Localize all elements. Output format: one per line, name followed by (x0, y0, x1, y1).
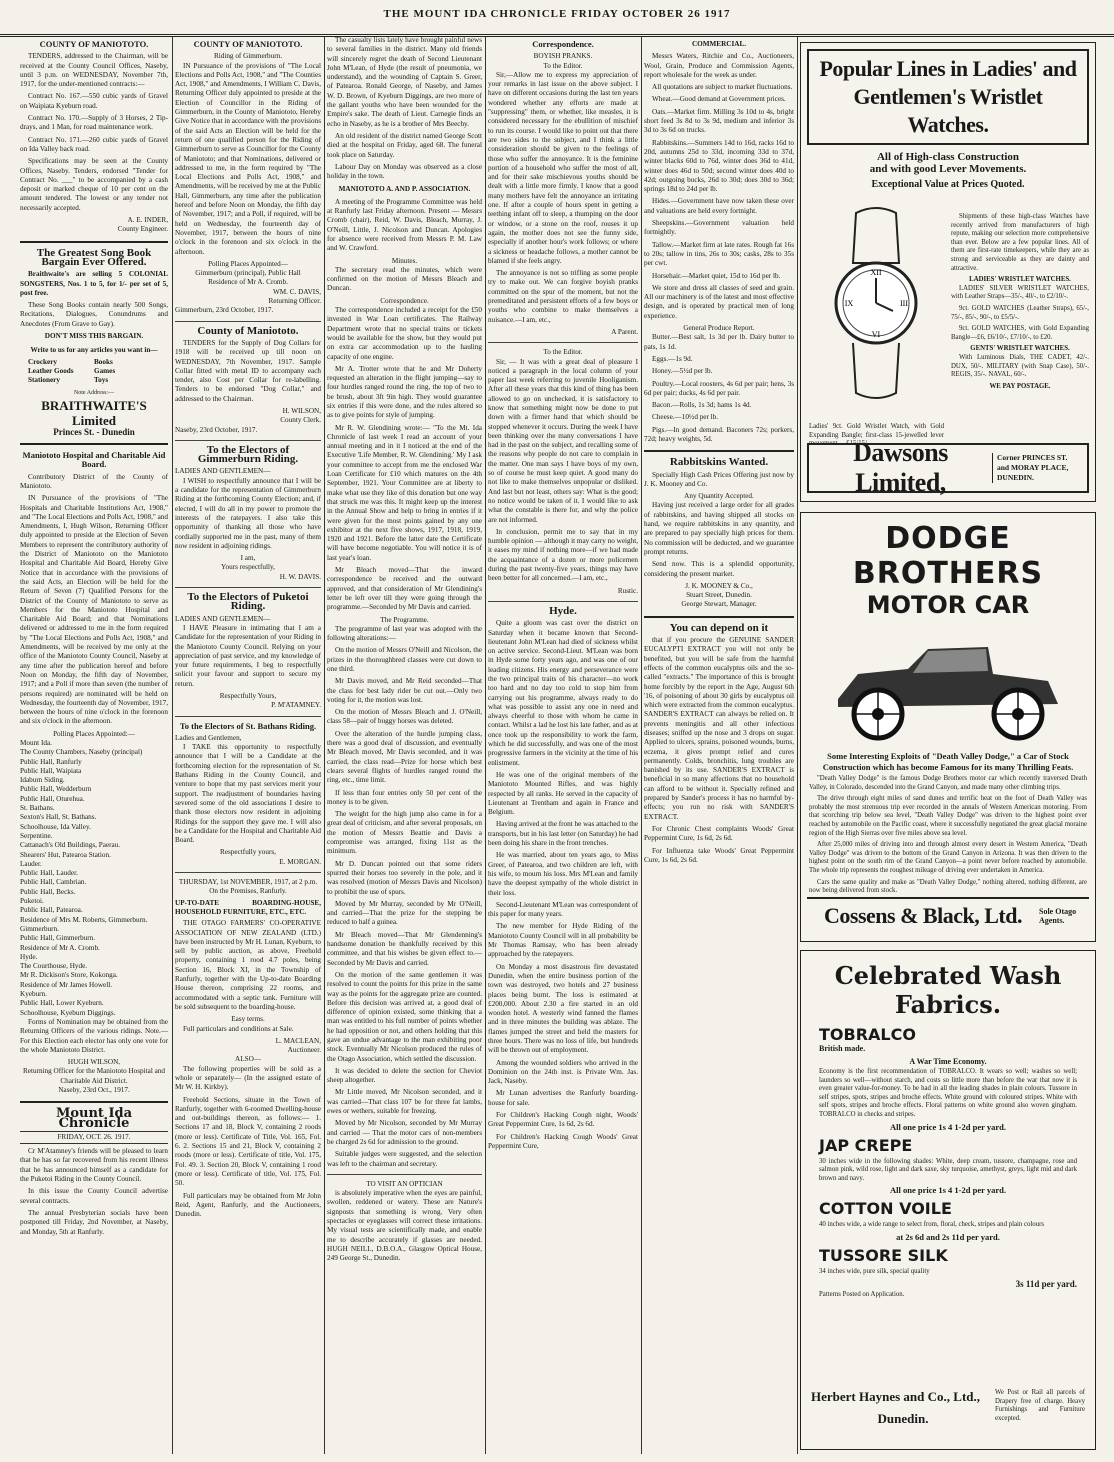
polling-place: Public Hall, Becks. (20, 887, 76, 896)
article-para: On the motion of Messrs O'Neill and Nicolson, the prizes in the thoroughbred classes were cut down to one third. (327, 646, 482, 673)
polling-place: Residence of Mrs M. Roberts, Gimmerburn. (20, 915, 148, 924)
ad-line: 9ct. GOLD WATCHES (Leather Straps), 65/-, 75/-, 85/-, 90/-, to £5/5/-. (951, 304, 1089, 321)
market-para: Bacon.—Rolls, 1s 3d; hams 1s 4d. (652, 401, 752, 410)
notice-heading: To the Electors of St. Bathans Riding. (179, 720, 317, 731)
ad-address: DUNEDIN. (997, 473, 1034, 482)
article-para: Moved by Mr Nicolson, seconded by Mr Murray and carried — That the motor cars of non-members be charged 2s 6d for admission to the ground. (327, 1119, 482, 1146)
market-para: Cheese.—10½d per lb. (652, 413, 719, 422)
polling-place: The County Chambers, Naseby (principal) (20, 748, 143, 757)
polling-place: Puketoi. (20, 897, 44, 906)
ad-subtitle: and with good Lever Movements. (869, 163, 1027, 175)
article-para: Moved by Mr Murray, seconded by Mr O'Neill, and carried—That the prize for the stepping be reduced to half a guinea. (327, 899, 482, 927)
watch-advertisement (800, 42, 1096, 502)
article-para: It was decided to delete the section for Cheviot sheep altogether. (327, 1066, 482, 1085)
wristwatch-icon (811, 203, 941, 423)
ad-headline: Some Interesting Exploits of "Death Valley Dodge," a Car of Stock Construction which has become Famous for its many Thrilling Feats. (822, 751, 1074, 772)
notice-body: TENDERS for the Supply of Dog Collars for 1918 will be received up till noon on WEDNESDAY, 7th November, 1917. Sample Collar fitted with metal ID to accompany each tender, also Cost per Collar for re-labelling. Tenders to be endorsed "Dog Collar," and addressed to the Chairman. (175, 338, 321, 403)
news-para: For Children's Hacking Cough night, Woods' Great Peppermint Cure, 1s 6d, 2s 6d. (488, 1111, 638, 1129)
signature: Stuart Street, Dunedin. (686, 591, 752, 600)
market-para: Wheat.—Good demand at Government prices. (652, 95, 786, 104)
signature-title: Returning Officer for the Maniototo Hospital and Charitable Aid District. (23, 1067, 165, 1085)
article-para: Mr Bleach moved—That the inward correspondence be received and the outward approved, and that consideration of Mr Glendining's letter be left over till they were going through the programme.—Seconded by Mr Davis and carried. (327, 566, 482, 612)
ad-body: Braithwaite's are selling 5 COLONIAL SONGSTERS, Nos. 1 to 5, for 1/- per set of 5, post free. (20, 270, 168, 297)
polling-place: Public Hall, Lauder. (20, 869, 78, 878)
news-item: Labour Day on Monday was observed as a close holiday in the town. (327, 162, 482, 181)
notice-notes: Specifications may be seen at the County Offices, Naseby. Tenders, endorsed "Tender for Contract No. ___" to be accompanied by a cash deposit or marked cheque of 10 per cent on the amount tendered. The lowest or any tender not necessarily accepted. (20, 157, 168, 212)
fabric-price: All one price 1s 4 1-2d per yard. (889, 1185, 1006, 1196)
ad-body: Shipments of these high-class Watches have recently arrived from manufacturers of high repute, making our selection more comprehensive than ever. Below are a few popular lines. All of them are first-rate timekeepers, while they are as strong and serviceable as they are dainty and attractive. (951, 213, 1089, 272)
masthead (0, 0, 1114, 37)
ad-heading: Rabbitskins Wanted. (669, 456, 769, 469)
article-para: Mr Davis moved, and Mr Reid seconded—That the class for best lady rider be cut out.—Only two voting for it, the motion was lost. (327, 677, 482, 704)
news-para: He was married, about ten years ago, to Miss Greer, of Patearoa, and two children are left, with his wife, to mourn his loss. Mrs M'Lean and family have the deepest sympathy of the whole district in their loss. (488, 851, 638, 897)
signature: Yours respectfully, (221, 563, 275, 572)
news-para: For Children's Hacking Cough Woods' Great Peppermint Cure, (488, 1132, 638, 1150)
polling-place: Gimmerburn. (20, 924, 59, 933)
article-para: If less than four entries only 50 per cent of the money is to be given. (327, 788, 482, 806)
article-para: Mr R. W. Glendining wrote:— "To the Mt. Ida Chronicle of last week I read an account of your annual meeting and in it I noticed at the end of the Executive 'Life Member, R. W. Glendining.' My I ask your committee to accept from me the enclosed War Loan Certificate for £10 which matures on the 4th September, 1921. Your Committee are at liberty to make what use they like of this donation but one way that struck me was this. It might keep up the interest in the Annual Show and help to bring in entries if it were given for the most points gained by any one exhibitor at the next five shows, 1917, 1918, 1919, 1920 and 1921. Before the latter date the Certificate will have become negotiable. You will notice it is of last year's loan. (327, 423, 482, 562)
notice-greeting: LADIES AND GENTLEMEN— (175, 467, 271, 476)
ad-title: Celebrated Wash Fabrics. (834, 961, 1062, 1019)
polling-place: Sexton's Hall, St. Bathans. (20, 813, 97, 822)
fabric-note: Patterns Posted on Application. (819, 1290, 905, 1298)
notice-body: TENDERS, addressed to the Chairman, will be received at the County Council Offices, Naseby, until 3 p.m. on WEDNESDAY, November 7th, 1917, for the under-mentioned contracts:— (20, 52, 168, 89)
fabric-name: COTTON VOILE (819, 1199, 952, 1219)
ad-para: For Chronic Chest complaints Woods' Great Peppermint Cure, 1s 6d, 2s 6d. (644, 824, 794, 843)
ad-item: Toys (94, 376, 109, 385)
ad-body: Cars the same quality and make as "Death Valley Dodge," nothing altered, nothing different, are now being delivered from stock. (809, 878, 1087, 895)
contract-item: Contract No. 171.—260 cubic yards of Gravel on Ida Valley back road. (20, 135, 168, 153)
article-heading: MANIOTOTO A. AND P. ASSOCIATION. (338, 185, 471, 194)
signature-title: Returning Officer. (268, 297, 321, 306)
column-rule (485, 36, 486, 1454)
signature-title: County Clerk. (280, 416, 321, 425)
polling-place: Public Hall, Oturehua. (20, 794, 85, 803)
ad-address: and MORAY PLACE, (997, 463, 1069, 472)
polling-place: Cattanach's Old Buildings, Paerau. (20, 841, 121, 850)
ad-item: Crockery (28, 357, 58, 366)
fabric-name: TUSSORE SILK (819, 1245, 948, 1265)
ad-brand-sub: MOTOR CAR (866, 591, 1030, 619)
signature: HUGH WILSON, (67, 1058, 121, 1067)
article-subhead: Correspondence. (380, 296, 429, 305)
svg-text:VI: VI (871, 330, 881, 339)
signature-title: County Engineer. (117, 225, 168, 234)
ad-address: Princes St. - Dunedin (53, 426, 135, 437)
market-para: Eggs.—1s 9d. (652, 354, 693, 363)
notice-body: I HAVE Pleasure in intimating that I am a Candidate for the representation of your Riding in the Maniototo County Council. Relying on your appreciation of past service, and my knowledge of your future requirements, I beg to respectfully solicit your favour and support to secure my return. (175, 623, 321, 688)
signature: H. W. DAVIS. (279, 572, 321, 581)
ad-body: "Death Valley Dodge" is the famous Dodge Brothers motor car which recently traversed Death Valley, in Colorado, descended into the Grand Canyon, and made many other climbing trips. (809, 775, 1087, 791)
polling-place: Kyeburn. (20, 990, 47, 999)
ad-heading: TO VISIT AN OPTICIAN (366, 1179, 443, 1188)
also-list: Freehold Sections, situate in the Town of Ranfurly, together with 6-roomed Dwelling-house and out-buildings thereon, as follows:— 1. Sections 17 and 18, Block V, containing 2 roods (more or less). Certificate of Title, Vol. 165, Fol. 6. 2. Sections 15 and 21, Block V, containing 2 roods (more or less). Certificate of title, Vol. 175, Fol. 49. 3. Section 20, Block V, containing 1 rood (more or less). Certificate of title, Vol. 175, Fol. 50. (175, 1095, 321, 1188)
ad-para: For Influenza take Woods' Great Peppermint Cure, 1s 6d, 2s 6d. (644, 846, 794, 864)
market-para: Hides.—Government have now taken these over and valuations are held every fortnight. (644, 197, 794, 215)
fabric-price: at 2s 6d and 2s 11d per yard. (896, 1231, 1000, 1242)
notice-forms: Forms of Nomination may be obtained from the Returning Officers of the various ridings. Note.—For this Election each elector has only one vote for the whole Maniototo District. (20, 1017, 168, 1054)
signature: I am, (240, 554, 256, 563)
news-para: On Monday a most disastrous fire devastated Dunedin, when the entire business portion of the town was destroyed, two hotels and 27 business places being burnt. The loss is estimated at £200,000. About 2.30 a fire started in an old wooden hotel. A westerly wind fanned the flames and in three minutes the building was ablaze. The flames jumped the street and held the masters for three hours. There was no loss of life, but hundreds will be thrown out of employment. (488, 962, 638, 1055)
letter-para: In conclusion, permit me to say that in my humble opinion — although it may carry no weight, it eases my mind if nothing more—if we had made the acquaintance of a dozen or more policemen during the past twenty-five years, things may have been better for all concerned.—I am, etc., (488, 527, 638, 583)
ad-body-block (951, 213, 1089, 391)
notice-heading: Maniototo Hospital and Charitable Aid Board. (22, 450, 166, 470)
signature: P. M'ATAMNEY. (271, 701, 321, 710)
market-para: Rabbitskins.—Summers 14d to 16d, racks 16d to 20d, autumns 25d to 33d, incoming 33d to 37d, winter blacks 60d to 76d, winter does 36d to 41d, winter does 46d to 50d; second winter does 40d to 42d; outgoing bucks, 26d to 30d; does 30d to 36d; springs 18d to 24d per lb. (644, 138, 794, 194)
signature-title: Auctioneer. (287, 1046, 321, 1055)
signature-date: Naseby, 23rd October, 1917. (175, 425, 258, 434)
news-item: The annual Presbyterian socials have been postponed till Friday, 2nd November, at Naseby, and Monday, 5th at Ranfurly. (20, 1208, 168, 1236)
ad-line: LADIES' SILVER WRISTLET WATCHES, with Leather Straps—35/-, 40/-, to £2/10/-. (951, 284, 1089, 301)
news-para: Mr Lunan advertises the Ranfurly boarding-house for sale. (488, 1089, 638, 1107)
notice-heading: COUNTY OF MANIOTOTO. (39, 39, 149, 49)
letter-heading: BOYISH PRANKS. (533, 52, 593, 61)
notice-body: IN Pursuance of the provisions of "The Local Elections and Polls Act, 1908," and "The Counties Act, 1908," and Amendments, I William C. Davis, Returning Officer duly appointed to preside at the Election of Councillor in the Riding of Gimmerburn, in the County of Maniototo, Hereby Give Notice that in accordance with the provisions of the said Acts an Election will be held for the return of one qualified person for the Riding of Gimmerburn to serve as Councillor for the County of Maniototo; and that Nominations, delivered or addressed to me, in the form required by "The Local Elections and Polls Act, 1908," and Amendments, will be received by me at the Public Hall, Gimmerburn, any time after the publication hereof and before Noon on Monday, the fifth day of November, 1917; and a Poll, if required, will be held on Wednesday, the fourteenth day of November, 1917, between the hours of nine o'clock in the forenoon and six o'clock in the afternoon. (175, 61, 321, 256)
column-1 (20, 36, 168, 1456)
market-para: Messrs Waters, Ritchie and Co., Auctioneers, Wool, Grain, Produce and Commission Agents, report wholesale for the week as under. (644, 52, 794, 79)
ad-para: Having just received a large order for all grades of rabbitskins, and having shipped all stocks on hand, we require rabbitskins in any quantity, and are prepared to pay specially high prices for them. No commission will be deducted, and we guarantee prompt returns. (644, 501, 794, 556)
letter-signature: Rustic. (617, 586, 638, 595)
contract-item: Contract No. 170.—Supply of 3 Horses, 2 Tip-drays, and 1 Man, for road maintenance work. (20, 114, 168, 132)
ad-note: Note Address:— (73, 389, 115, 396)
ad-brand: BRAITHWAITE'S Limited (41, 397, 147, 428)
polling-place: Hyde. (20, 952, 38, 961)
fabric-price: 3s 11d per yard. (1015, 1278, 1077, 1289)
column-4 (488, 36, 638, 1456)
article-subhead: Minutes. (391, 256, 418, 265)
ad-title: Gentlemen's Wristlet Watches. (853, 84, 1043, 137)
sale-place: On the Premises, Ranfurly. (209, 887, 287, 896)
ad-brand: Herbert Haynes and Co., Ltd., (811, 1389, 980, 1404)
notice-greeting: Ladies and Gentlemen, (175, 733, 242, 742)
news-para: Having arrived at the front he was attached to the transports, but in his last letter (on Saturday) he had been doing his share in the front trenches. (488, 820, 638, 848)
signature-date: Gimmerburn, 23rd October, 1917. (175, 306, 274, 315)
polling-place: Public Hall, Waipiata (20, 766, 82, 775)
notice-greeting: LADIES AND GENTLEMEN— (175, 614, 271, 623)
section-heading: Hyde. (549, 604, 577, 617)
ad-postage: WE PAY POSTAGE. (989, 382, 1051, 390)
signature: L. MACLEAN, (275, 1036, 321, 1045)
paper-title: Mount Ida Chronicle (55, 1106, 133, 1131)
notice-sub: Contributory District of the County of Maniototo. (20, 472, 168, 490)
column-5 (644, 36, 794, 1456)
notice-heading: To the Electors of Gimmerburn Riding. (197, 443, 299, 466)
section-subhead: General Produce Report. (683, 324, 755, 333)
also-body: The following properties will be sold as a whole or separately— (In the assigned estate of Mr W. H. Kirkby). (175, 1064, 321, 1092)
polling-place: Schoolhouse, Ida Valley. (20, 822, 91, 831)
letter-para: The annoyance is not so trifling as some people try to make out. We can forgive boyish pranks committed on the spur of the moment, but not the premeditated and persistent efforts of a few boys or youths who combine to make themselves a nuisance.—I am, etc., (488, 269, 638, 324)
signature: WM. C. DAVIS, (273, 287, 321, 296)
market-para: Sheepskins.—Government valuation held fortnightly. (644, 219, 794, 237)
article-para: Suitable judges were suggested, and the selection was left to the chairman and secretary. (327, 1150, 482, 1168)
polling-place: Shearers' Hut, Patearoa Station. (20, 850, 111, 859)
ad-title: Popular Lines in Ladies' and (819, 56, 1077, 81)
polling-place: Public Hall, Patearoa. (20, 906, 83, 915)
ad-city: Dunedin. (877, 1411, 929, 1426)
ad-address: Corner PRINCES ST. (997, 453, 1068, 462)
fabric-body: 30 inches wide in the following shades: White, deep cream, tussore, champagne, rose and salmon pink, wild rose, light and dark saxe, sky turquoise, amethyst, greys, light mid and dark brown and navy. (819, 1157, 1077, 1182)
article-para: The programme of last year was adopted with the following alterations:— (327, 624, 482, 643)
ad-body-2: These Song Books contain nearly 500 Songs, Recitations, Dialogues, Conundrums and Anecdotes (From Grave to Gay). (20, 301, 168, 328)
market-para: Horsehair.—Market quiet, 15d to 16d per lb. (652, 271, 781, 280)
polling-heading: Polling Places Appointed:— (53, 729, 135, 738)
polling-place: The Courthouse, Hyde. (20, 962, 88, 971)
sale-date: THURSDAY, 1st NOVEMBER, 1917, at 2 p.m. (178, 878, 318, 887)
fabric-name: JAP CREPE (819, 1135, 913, 1155)
signature: A. E. INDER, (127, 216, 168, 225)
ad-body: The drive through eight miles of sand dunes and terrific heat on the foot of Death Valley was probably the most strenuous trip ever recorded in the annals of Western American motoring. From that scorching trip below sea level, "Death Valley Dodge" was driven to the highest point ever reached by automobile on the Pacific coast, where it successfully negotiated the great glacial moraine region of the High Sierras over five miles above sea level. (809, 795, 1087, 837)
motor-car-icon (818, 619, 1078, 749)
fabric-body: Economy is the first recommendation of TOBRALCO. It wears so well; washes so well; launders so well—without starch, and costs so little more than before the war that now it is even greater value-for-money. To be had in all the leading shades in plain colours. Tussore in self stripes, spots, stripes and broche effects. White ground with coloured stripes. White with self spots, stripes and broche effects. Floral patterns on white ground also woven gingham. TOBRALCO in checks and stripes. (819, 1068, 1077, 1118)
sale-more: Full particulars and conditions at Sale. (183, 1024, 294, 1033)
svg-text:III: III (900, 299, 908, 308)
signature: E. MORGAN. (279, 857, 321, 866)
polling-place: Schoolhouse, Kyeburn Diggings. (20, 1008, 116, 1017)
ad-agent: Cossens & Black, Ltd. (824, 903, 1022, 928)
article-para: Mr D. Duncan pointed out that some riders spurred their horses too severely in the pole, and it was resolved (motion of Messrs Davis and Nicolson) to prohibit the use of spurs. (327, 859, 482, 896)
polling-place: Public Hall, Lower Kyeburn. (20, 999, 104, 1008)
ad-para: that if you procure the GENUINE SANDER EUCALYPTI EXTRACT you will not only be benefited, but you will be safe from the harmful effects of the common eucalyptus oils and the so-called "extracts." The importance of this is brought home forcibly by the report in the Age, August 6th '16, of poisoning of about 30 girls by eucalyptus oil which were extracted from the common eucalyptus. SANDER'S EXTRACT can always be relied on. It prevents meningitis and all other infectious diseases; sniffed up the nose and 3 drops on sugar. Applied to ulcers, sprains, poisoned wounds, burns, eczema, it gives prompt relief and cures permanently. Colds, bronchitis, lung troubles are banished by its use. SANDER'S EXTRACT is beneficial in so many affections that no household can afford to be without it. Specially refined and prepared by Sander's process it has no harmful by-effects; you run no risk with SANDER'S EXTRACT. (644, 636, 794, 821)
fabric-sub: British made. (819, 1044, 866, 1053)
svg-text:XII: XII (870, 268, 882, 277)
polling-place: Residence of Mr A. Cromb. (208, 278, 288, 287)
article-para: Mr A. Trotter wrote that he and Mr Doherty requested an alteration in the flight jumping—say to four hurdles ranged round the ring, the top of two to be brush, about 3ft 9in high. They would guarantee six entries if this were done, and the rules altered so as to give points for style of jumping. (327, 364, 482, 420)
ad-item-list (28, 358, 160, 386)
ad-brand: DODGE BROTHERS (852, 521, 1044, 591)
ad-para: Specially High Cash Prices Offering just now by J. K. Mooney and Co. (644, 470, 794, 488)
polling-place: Lauder. (20, 859, 42, 868)
market-para: Poultry.—Local roosters, 4s 6d per pair; hens, 3s 6d per pair; ducks, 4s 6d per pair. (644, 379, 794, 397)
sale-body: THE OTAGO FARMERS' CO-OPERATIVE ASSOCIATION OF NEW ZEALAND (LTD.) have been instructed by Mr H. Lunan, Kyeburn, to sell by public auction, as above, Freehold property, containing 1 rood 4.7 poles, being Section 16, Block XI, in the Township of Ranfurly, together with the Up-to-date Boarding House thereon, comprising 22 rooms, and accommodated with a septic tank. Furniture will be sold subsequent to the boarding-house. (175, 919, 321, 1011)
news-para: The new member for Hyde Riding of the Maniototo County Council will in all probability be Mr Thomas Ramsay, who has been already approached by the ratepayers. (488, 922, 638, 959)
polling-place: Idaburn Siding. (20, 776, 65, 785)
article-subhead: The Programme. (380, 615, 429, 624)
news-item: An old resident of the district named George Scott died at the hospital on Friday, aged 68. The funeral took place on Saturday. (327, 131, 482, 159)
polling-place: Gimmerburn (principal), Public Hall (195, 269, 301, 278)
polling-place: Public Hall, Cambrian. (20, 878, 87, 887)
news-para: Among the wounded soldiers who arrived in the Dominion on the 24th inst. is Private Wm. Jas. Jack, Naseby. (488, 1058, 638, 1086)
news-item: The casualty lists lately have brought painful news to several families in the district. Many old friends will sincerely regret the death of Second Lieutenant John M'Lean, of Hyde (the result of pneumonia, we understand), and the wounding of Captain S. Greer, of Patearoa. Ronald George, of Naseby, and James W. D. Brown, of Kyeburn Diggings, are two more of the gallant youths who have been wounded for the Empire's sake. The death of Lieut. Carnegie finds an echo in Naseby, as he is a brother of Mrs Beechy. (327, 36, 482, 128)
news-item: In this issue the County Council advertise several contracts. (20, 1187, 168, 1205)
column-2 (175, 36, 321, 1456)
ad-item: Games (94, 366, 116, 375)
ad-section: GENTS' WRISTLET WATCHES. (970, 345, 1070, 353)
news-item: Cr M'Atamney's friends will be pleased to learn that he has so far recovered from his recent illness that he has announced himself as a candidate for the Puketoi Riding in the County Council. (20, 1147, 168, 1184)
dodge-advertisement (800, 512, 1096, 942)
ad-para: Send now. This is a splendid opportunity, considering the present market. (644, 560, 794, 578)
news-para: Second-Lieutenant M'Lean was correspondent of this paper for many years. (488, 900, 638, 919)
fabric-price: All one price 1s 4 1-2d per yard. (889, 1121, 1006, 1132)
ad-para: Any Quantity Accepted. (684, 492, 754, 501)
signature-date: Naseby, 23rd Oct., 1917. (58, 1085, 130, 1094)
signature: J. K. MOONEY & Co., (685, 581, 753, 590)
masthead-title: THE MOUNT IDA CHRONICLE FRIDAY OCTOBER 26 1917 (383, 8, 731, 20)
market-para: Pigs.—In good demand. Baconers 72s; porkers, 72d; heavy weights, 5d. (644, 425, 794, 443)
section-heading: COMMERCIAL. (691, 40, 747, 48)
market-para: Honey.—5½d per lb. (652, 367, 713, 376)
notice-body: IN Pursuance of the provisions of "The Hospitals and Charitable Institutions Act, 1908," and "The Local Elections and Polls Act, 1908," and Amendments, I, Hugh Wilson, Returning Officer duly appointed to preside at the Election of Seven Members to represent the contributory authority of the District of Maniototo on the Maniototo Hospital and Charitable Aid Board, Hereby Give Notice that in accordance with the provisions of the said Acts, an Election will be held for the Return of Seven (7) Qualified Persons for the District of the County of Maniototo to serve as Members for the Maniototo Hospital and Charitable Aid Board; and that Nominations delivered or addressed to me in the form required by "The Local Elections and Polls Act, 1908," and Amendments, will be received by me only at the office of the Maniototo County Council, Naseby at any time after the publication hereof and before Noon on Monday, the fifth day of November, 1917; and a Poll if more than seven (the number of persons required) are nominated will be held on Wednesday, the fourteenth day of November, 1917, between the hours of nine o'clock in the forenoon and six o'clock in the afternoon. (20, 494, 168, 726)
article-para: Over the alteration of the hurdle jumping class, there was a good deal of discussion, and eventually Mr Bleach moved, Mr Davis seconded, and it was carried, the class read—Prize for horse which best clears several flights of hurdles ranged round the ring, etc., time limit. (327, 729, 482, 785)
article-para: The weight for the high jump also came in for a great deal of criticism, and after several proposals, on the motion of Messrs Beattie and Davis a compromise was arranged, fixing 11st as the minimum. (327, 810, 482, 856)
polling-place: Mr R. Dickison's Store, Kokonga. (20, 971, 118, 980)
notice-body: I WISH to respectfully announce that I will be a candidate for the representation of Gimmerburn Riding at the forthcoming County Election; and, if elected, I will do all in my power to promote the interests of the ratepayers. I also take this opportunity of thanking all those who have cordially supported me in the past, many of them now resident in adjoining ridings. (175, 476, 321, 550)
ad-bargain: DON'T MISS THIS BARGAIN. (44, 332, 144, 341)
market-para: We store and dress all classes of seed and grain. All our machinery is of the latest and most effective design, and is operated by practical men of long experience. (644, 283, 794, 320)
column-rule (641, 36, 642, 1454)
ad-line: With Luminous Dials, THE CADET, 42/-. DUX, 50/-. MILITARY (with Snap Case), 50/-. REGIS, 35/-. NAVAL, 60/-. (951, 353, 1089, 379)
news-para: He was one of the original members of the Maniototo Mounted Rifles, and was highly respected by all ranks. He served in the capacity of Lieutenant at Trentham and again in France and Belgium. (488, 770, 638, 817)
ad-body: After 25,000 miles of driving into and through almost every desert in Western America, "Death Valley Dodge" was driven to the bottom of the Grand Canyon in Arizona. It was then driven to the highest point on the south rim of the Grand Canyon—a point never before reached by automobile. The whole trip represents the roughest mileage of driving ever undertaken in America. (809, 841, 1087, 874)
ad-agent-sub: Sole Otago Agents. (1039, 907, 1077, 925)
also-heading: ALSO— (235, 1055, 261, 1064)
sale-heading: UP-TO-DATE BOARDING-HOUSE, HOUSEHOLD FURNITURE, ETC., ETC. (175, 898, 321, 916)
svg-text:IX: IX (844, 299, 854, 308)
ad-subtitle: Exceptional Value at Prices Quoted. (871, 179, 1025, 190)
ad-heading: You can depend on it (669, 621, 769, 634)
section-heading: Correspondence. (532, 39, 594, 49)
article-para: A meeting of the Programme Committee was held at Ranfurly last Friday afternoon. Present — Messrs Cromb (chair), Reid, W. Davis, Bleach, Murray, J. O'Neill, Little, J. Nicolson and Duncan. Apologies for absence were received from Messrs P. M. Law and W. Crawford. (327, 197, 482, 253)
polling-heading: Polling Places Appointed— (208, 259, 288, 268)
ad-subtitle: All of High-class Construction (876, 151, 1020, 163)
polling-place: Public Hall, Gimmerburn. (20, 934, 96, 943)
polling-place: Residence of Mr A. Cromb. (20, 943, 100, 952)
ad-line: 9ct. GOLD WATCHES, with Gold Expanding Bangle—£6, £6/10/-, £7/10/-, to £20. (951, 325, 1089, 341)
column-rule (172, 36, 173, 1454)
letter-salutation: To the Editor. (543, 61, 583, 70)
polling-place: Residence of Mr James Howell. (20, 980, 113, 989)
ad-section: LADIES' WRISTLET WATCHES. (969, 276, 1071, 284)
ad-postal-note: We Post or Rail all parcels of Drapery free of charge. Heavy Furnishings and Furniture excepted. (995, 1389, 1085, 1422)
fabric-tagline: A War Time Economy. (909, 1057, 987, 1066)
polling-list (20, 739, 168, 1018)
article-para: On the motion of the same gentlemen it was resolved to count the points for this prize in the same way as the points for the aggregate prize are counted. Before this decision was arrived at, a good deal of difference of opinion existed, some thinking that a man was entitled to his full number of points whether he had opposition or not, and others holding that this gave an undue advantage to the man exhibiting poor stock. Eventually Mr Nicolson produced the rules of the Otago Association, which settled the discussion. (327, 970, 482, 1063)
column-rule (324, 36, 325, 1454)
market-para: Oats.—Market firm. Milling 3s 10d to 4s, bright short feed 3s 8d to 3s 9d, medium and inferior 3s 3d to 3s 6d on trucks. (644, 107, 794, 135)
polling-place: Public Hall, Ranfurly (20, 757, 82, 766)
ad-item: Leather Goods (28, 366, 74, 375)
signature: H. WILSON, (282, 406, 321, 415)
letter-para: Sir, — It was with a great deal of pleasure I noticed a paragraph in the local column of your paper last week referring to juvenile Hooliganism. After all these years that this kind of thing has been allowed to go on unchecked, it is satisfactory to know that something might now be done to put down with a firmer hand that which should be stopped whenever it occurs. During the week I have been thinking over the many conversations I have had in the past on the subject, and recalling some of the reasons why people do not care to complain in the matter. One man says I have boys of my own, so of course he must keep quiet. A good many do not like to make themselves unpopular or disliked. And last but not least, others say: What is the good; no notice would be taken of it. I would like to ask what the constable is there for, and why the police are not informed. (488, 357, 638, 524)
ad-item: Books (94, 357, 113, 366)
signature: Respectfully yours, (220, 848, 276, 857)
column-3 (327, 36, 482, 1456)
letter-salutation: To the Editor. (543, 348, 583, 357)
market-para: All quotations are subject to market fluctuations. (652, 83, 793, 92)
column-rule (797, 36, 798, 1454)
notice-body: I TAKE this opportunity to respectfully announce that I will be a Candidate at the forthcoming election for the representation of St. Bathans Riding in the County Council, and venture to hope that my past services merit your support. The readjustment of boundaries having severed some of the old associations I desire to thank those electors now resident in adjoining Ridings for the support they gave me. I will also be a Candidate for the Hospital and Charitable Aid Board. (175, 743, 321, 845)
polling-place: Public Hall, Wedderburn (20, 785, 92, 794)
fabric-body: 34 inches wide, pure silk, special quality (819, 1267, 930, 1275)
article-para: The correspondence included a receipt for the £50 invested in War Loan certificates. The Railway Department wrote that no special trains or tickets would be available for the show, but they would put on extra car accommodation up to the hauling capacity of one engine. (327, 306, 482, 361)
ad-brand: Dawsons Limited, (853, 438, 948, 497)
letter-para: Sir,—Allow me to express my appreciation of your remarks in last issue on the above subject. I have on different occasions during the last ten years wondered whether any efforts are made at "suppressing" them, or whether, like measles, it is considered necessary for the ebullition of mischief to run its course. I would like to point out that there are two sides to the subject, and I think a little consideration should be given to the feelings of those who suffer the annoyance. It is the feminine portion of a household who suffer the most of all, and for their sake mischievous youths should be dealt with a little more firmly. I know that a good many mothers have felt the annoyance an irritating one. If after a couple of hours spent in getting a teething infant off to sleep, a thumping on the door or window, or a stone on the roof, rouses it up again, the mother does not see the funny side, especially if another hour's work follows; or where a sickness or headache follows, a mother cannot be blamed if she feels angry. (488, 70, 638, 265)
polling-place: St. Bathans. (20, 804, 55, 813)
polling-place: Mount Ida. (20, 739, 52, 747)
notice-heading: County of Maniototo. (197, 324, 299, 337)
article-para: Mr Bleach moved—That Mr Glendenning's handsome donation be thankfully received by this committee, and that his wishes be given effect to.—Seconded by Mr Davis and carried. (327, 930, 482, 967)
market-para: Tallow.—Market firm at late rates. Rough fat 16s to 20s; tallow in tins, 26s to 30s; casks, 28s to 35s per cwt. (644, 240, 794, 268)
article-para: The secretary read the minutes, which were confirmed on the motion of Messrs Bleach and Duncan. (327, 265, 482, 293)
wash-fabrics-advertisement (800, 950, 1096, 1450)
signature: Respectfully Yours, (219, 692, 277, 700)
sale-terms: Easy terms. (231, 1015, 265, 1024)
notice-heading: COUNTY OF MANIOTOTO. (193, 39, 303, 49)
fabric-body: 40 inches wide, a wide range to select from, floral, check, stripes and plain colours (819, 1221, 1044, 1229)
notice-sub: Riding of Gimmerburn. (213, 52, 283, 61)
paper-date: FRIDAY, OCT. 26. 1917. (20, 1131, 168, 1144)
market-para: Butter.—Best salt, 1s 3d per lb. Dairy butter to pats, 1s 1d. (644, 333, 794, 351)
news-para: Quite a gloom was cast over the district on Saturday when it became known that Second-lieutenant John M'Lean had died of sickness whilst on active service. Second-Lieut. M'Lean was born in Hyde some forty years ago, and was one of our leading citizens. His energy and perseverance were the two principal traits of his character—no work too hard and no day too cold to stop him from carrying out his programme, always ready to do what was possible to assist any one in need and always cheerful to those with whom he came in contact. Whilst a lad he lost his late father, and as at once took up the responsibility to work the farm, which he did successfully, and was one of the most progressive farmers in the vicinity at the time of his enlistment. (488, 619, 638, 767)
ad-body: is absolutely imperative when the eyes are painful, swollen, reddened or watery. These are Nature's signposts that something is wrong. Very often spectacles or eyeglasses will correct these irritations. My visual tests are scientifically made, and enable me to describe accurately if glasses are needed. HUGH NEILL, D.B.O.A., Glasgow Optical House, 249 George St., Dunedin. (327, 1189, 482, 1263)
polling-place: Serpentine. (20, 831, 53, 840)
ad-write: Write to us for any articles you want in— (30, 346, 158, 355)
ad-item: Stationery (28, 376, 60, 385)
signature: George Stewart, Manager. (681, 600, 757, 609)
notice-heading: To the Electors of Puketoi Riding. (187, 591, 309, 613)
ad-title: The Greatest Song Book Bargain Ever Offered. (36, 246, 152, 268)
fabric-name: TOBRALCO (819, 1025, 916, 1044)
article-para: On the motion of Messrs Bleach and J. O'Neill, class 58—pair of buggy horses was deleted. (327, 708, 482, 726)
ad-caption: Ladies' 9ct. Gold Wristlet Watch, with Gold Expanding Bangle; first-class 15-jewelled lever movement— £15/15/-. (809, 423, 944, 448)
contract-item: Contract No. 167.—550 cubic yards of Gravel on Waipiata Kyeburn road. (20, 92, 168, 110)
also-more: Full particulars may be obtained from Mr John Reid, Agent, Ranfurly, and the Auctioneers, Dunedin. (175, 1191, 321, 1219)
article-para: Mr Little moved, Mr Nicolson seconded, and it was carried—That class 107 be for three fat lambs, ewes or wethers, suitable for freezing. (327, 1088, 482, 1116)
letter-signature: A Parent. (611, 327, 638, 336)
